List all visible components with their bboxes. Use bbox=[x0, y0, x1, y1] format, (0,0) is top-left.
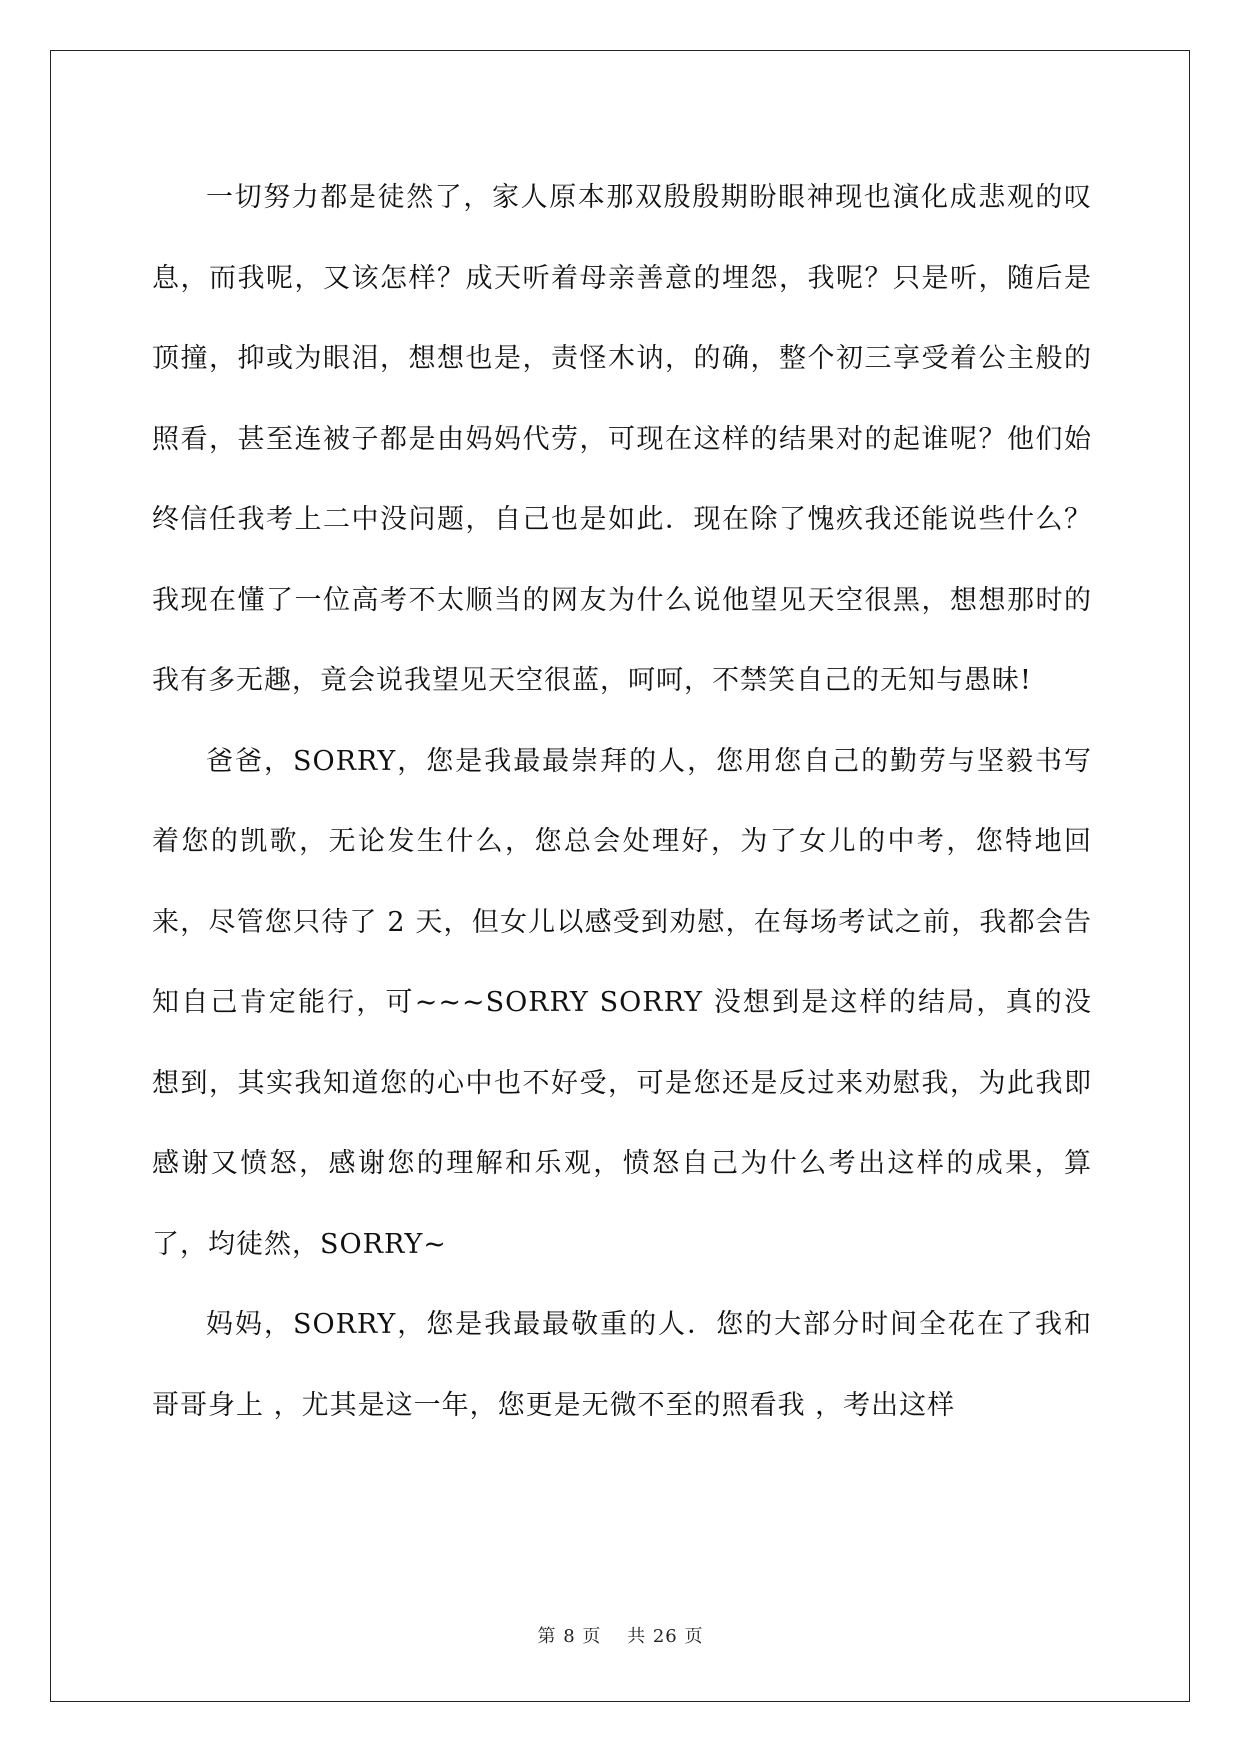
paragraph-to-mother: 妈妈，SORRY，您是我最最敬重的人．您的大部分时间全花在了我和哥哥身上 ，尤其是这一年，您更是无微不至的照看我 ，考出这样 bbox=[152, 1309, 1092, 1421]
document-body bbox=[152, 164, 1092, 1446]
paragraph-despair: 一切努力都是徒然了，家人原本那双殷殷期盼眼神现也演化成悲观的叹息，而我呢，又该怎样？成天听着母亲善意的埋怨，我呢？只是听，随后是顶撞，抑或为眼泪，想想也是，责怪木讷，的确，整个初三享受着公主般的照看，甚至连被子都是由妈妈代劳，可现在这样的结果对的起谁呢？他们始终信任我考上二中没问题，自己也是如此．现在除了愧疚我还能说些什么？我现在懂了一位高考不太顺当的网友为什么说他望见天空很黑，想想那时的我有多无趣，竟会说我望见天空很蓝，呵呵，不禁笑自己的无知与愚昧! bbox=[152, 182, 1092, 696]
paragraph-to-father: 爸爸，SORRY，您是我最最崇拜的人，您用您自己的勤劳与坚毅书写着您的凯歌，无论发生什么，您总会处理好，为了女儿的中考，您特地回来，尽管您只待了 2 天，但女儿以感受到劝慰，在每场考试之前，我都会告知自己肯定能行，可~~~SORRY SORRY 没想到是这样的结局，真的没想到，其实我知道您的心中也不好受，可是您还是反过来劝慰我，为此我即感谢又愤怒，感谢您的理解和乐观，愤怒自己为什么考出这样的成果，算了，均徒然，SORRY~ bbox=[152, 745, 1092, 1260]
page-footer: 第 8 页 共 26 页 bbox=[537, 1626, 704, 1647]
